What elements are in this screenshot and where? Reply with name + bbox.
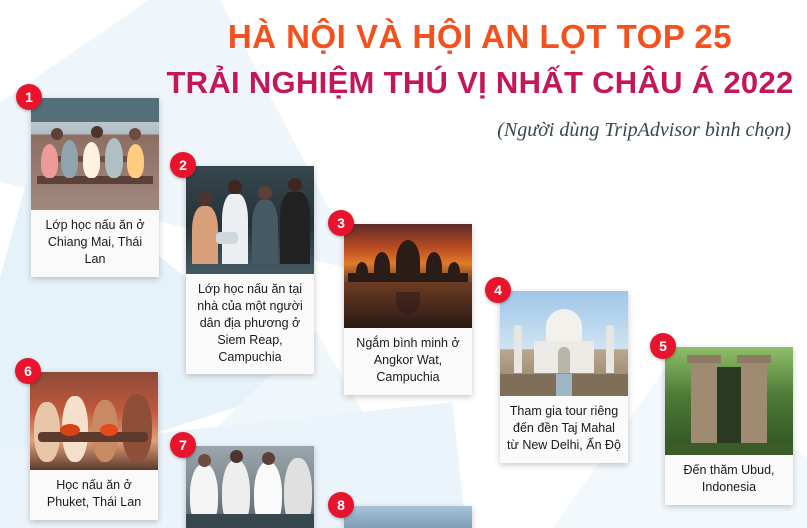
- card-caption-2: Lớp học nấu ăn tại nhà của một người dân địa phương ở Siem Reap, Campuchia: [197, 282, 303, 364]
- experience-card-6[interactable]: [30, 372, 158, 520]
- cooking-class-siem-reap-photo: [186, 166, 314, 274]
- experience-card-3[interactable]: [344, 224, 472, 395]
- page-title-line-2: TRẢI NGHIỆM THÚ VỊ NHẤT CHÂU Á 2022: [166, 64, 794, 100]
- card-caption-5: Đến thăm Ubud, Indonesia: [683, 463, 775, 494]
- experience-card-1[interactable]: [31, 98, 159, 277]
- experience-card-7[interactable]: [186, 446, 314, 528]
- card-caption-1: Lớp học nấu ăn ở Chiang Mai, Thái Lan: [45, 218, 145, 266]
- angkor-wat-sunrise-photo: [344, 224, 472, 328]
- card-badge-6: 6: [15, 358, 41, 384]
- card-badge-4: 4: [485, 277, 511, 303]
- infographic-header: [165, 18, 795, 142]
- card-caption-6: Học nấu ăn ở Phuket, Thái Lan: [46, 478, 142, 509]
- experience-card-4[interactable]: [500, 291, 628, 463]
- cooking-class-phuket-photo: [30, 372, 158, 470]
- card-badge-5: 5: [650, 333, 676, 359]
- card-badge-1: 1: [16, 84, 42, 110]
- chefs-kitchen-photo: [186, 446, 314, 528]
- card-badge-2: 2: [170, 152, 196, 178]
- cooking-class-chiang-mai-photo: [31, 98, 159, 210]
- experience-card-8[interactable]: [344, 506, 472, 528]
- eighth-experience-photo: [344, 506, 472, 528]
- card-caption-4: Tham gia tour riêng đến đền Taj Mahal từ New Delhi, Ấn Độ: [507, 404, 621, 452]
- card-badge-3: 3: [328, 210, 354, 236]
- page-subtitle: (Người dùng TripAdvisor bình chọn): [497, 119, 791, 142]
- card-caption-3: Ngắm bình minh ở Angkor Wat, Campuchia: [356, 336, 460, 384]
- page-title-line-1: HÀ NỘI VÀ HỘI AN LỌT TOP 25: [227, 18, 733, 55]
- experience-card-5[interactable]: [665, 347, 793, 505]
- experience-card-2[interactable]: [186, 166, 314, 374]
- taj-mahal-photo: [500, 291, 628, 396]
- ubud-temple-photo: [665, 347, 793, 455]
- card-badge-8: 8: [328, 492, 354, 518]
- card-badge-7: 7: [170, 432, 196, 458]
